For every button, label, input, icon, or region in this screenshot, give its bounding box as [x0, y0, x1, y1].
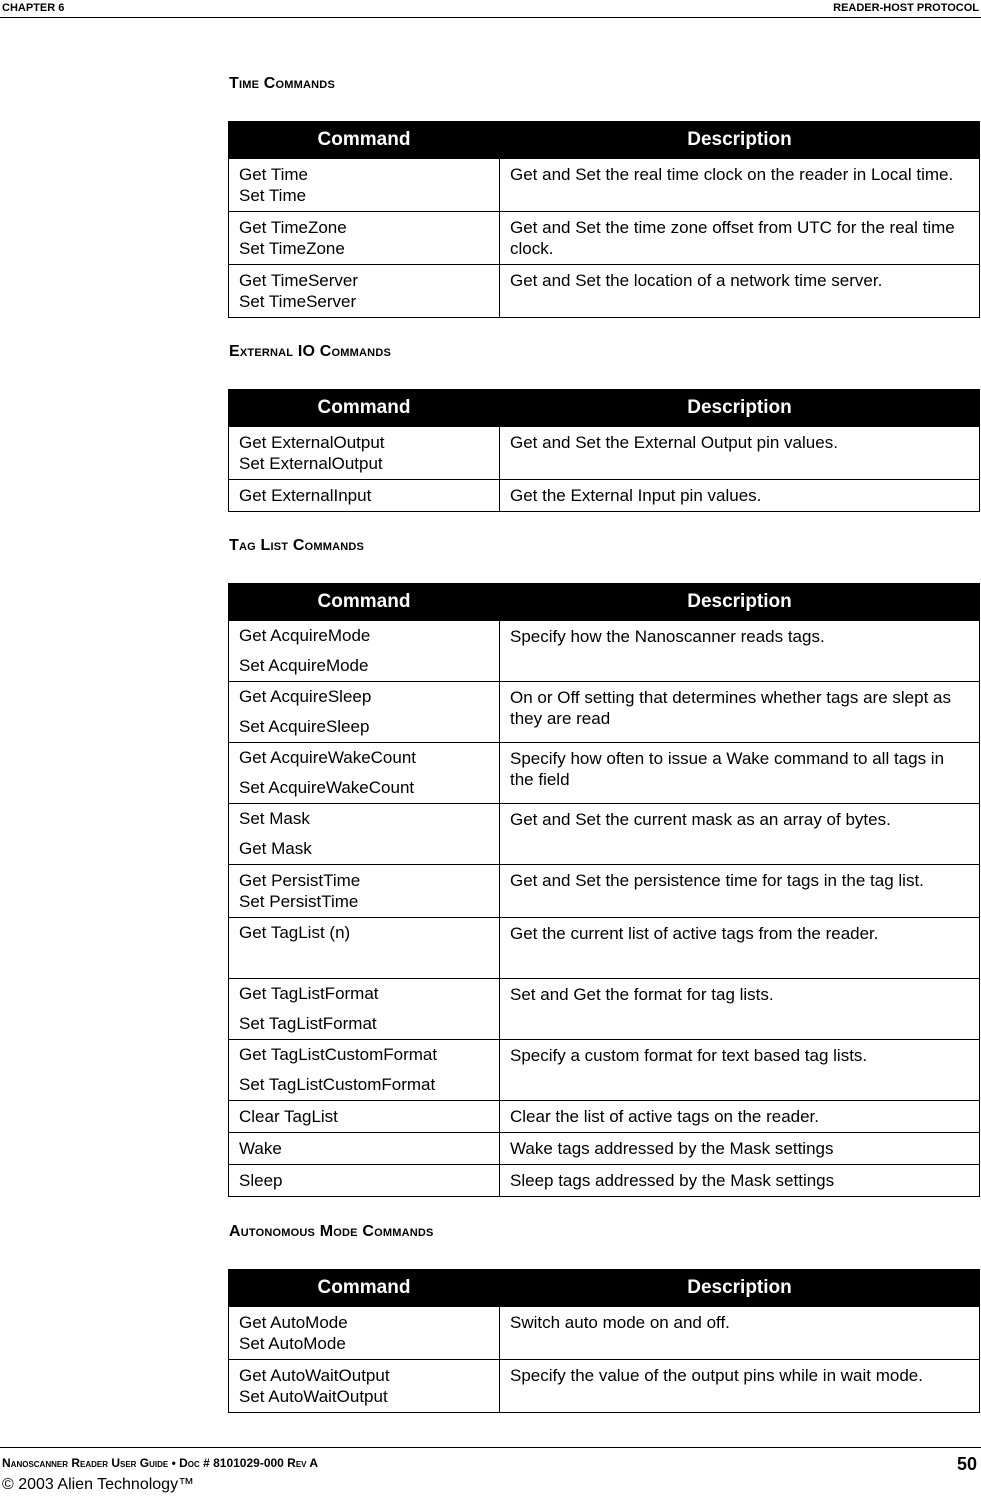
column-header-description: Description [500, 584, 980, 621]
column-header-command: Command [229, 1270, 500, 1307]
column-header-command: Command [229, 584, 500, 621]
command-name: Get PersistTime [239, 871, 361, 890]
column-header-description: Description [500, 1270, 980, 1307]
command-name: Get TimeServer [239, 271, 359, 290]
table-row [229, 621, 980, 682]
description-cell: Get the current list of active tags from the reader. [500, 918, 980, 979]
command-cell [229, 1307, 500, 1360]
description-cell: Get and Set the External Output pin values. [500, 427, 980, 480]
command-name: Set PersistTime [239, 892, 359, 911]
command-name: Clear TagList [239, 1107, 338, 1126]
command-cell [229, 265, 500, 318]
page-number: 50 [956, 1454, 977, 1474]
table-row [229, 1040, 980, 1101]
command-name: Get AcquireSleep [239, 687, 372, 706]
table-row [229, 979, 980, 1040]
command-name: Get AutoMode [239, 1313, 348, 1332]
page-header [0, 0, 981, 18]
section-title: Time Commands [229, 75, 335, 92]
description-cell: Clear the list of active tags on the reader. [500, 1101, 980, 1133]
command-name: Set AutoMode [239, 1334, 346, 1353]
command-name [239, 948, 489, 978]
command-name: Set Mask [239, 809, 310, 828]
command-name: Set AcquireMode [239, 656, 369, 675]
section-label: READER-HOST PROTOCOL [833, 2, 979, 14]
command-name: Set TimeZone [239, 239, 345, 258]
command-name: Get AutoWaitOutput [239, 1366, 390, 1385]
description-cell: Specify a custom format for text based tag lists. [500, 1040, 980, 1101]
table-row [229, 212, 980, 265]
command-cell [229, 918, 500, 979]
description-cell: Get and Set the location of a network time server. [500, 265, 980, 318]
column-header-command: Command [229, 390, 500, 427]
description-cell: Set and Get the format for tag lists. [500, 979, 980, 1040]
command-name: Get ExternalInput [239, 486, 372, 505]
description-cell: On or Off setting that determines whether tags are slept as they are read [500, 682, 980, 743]
description-cell: Specify the value of the output pins while in wait mode. [500, 1360, 980, 1413]
command-name: Get TagList (n) [239, 923, 351, 942]
command-name: Set ExternalOutput [239, 454, 383, 473]
column-header-command: Command [229, 122, 500, 159]
command-name: Get AcquireWakeCount [239, 748, 417, 767]
table-row [229, 682, 980, 743]
table-row [229, 159, 980, 212]
command-cell [229, 804, 500, 865]
description-cell: Get and Set the time zone offset from UTC for the real time clock. [500, 212, 980, 265]
command-cell [229, 1360, 500, 1413]
command-name: Set TagListFormat [239, 1014, 377, 1033]
command-name: Get TagListCustomFormat [239, 1045, 438, 1064]
command-cell [229, 427, 500, 480]
command-cell [229, 1040, 500, 1101]
section-title: Tag List Commands [229, 537, 365, 554]
table-row [229, 1307, 980, 1360]
description-cell: Specify how often to issue a Wake command to all tags in the field [500, 743, 980, 804]
description-cell: Get and Set the current mask as an array of bytes. [500, 804, 980, 865]
command-name: Set AutoWaitOutput [239, 1387, 388, 1406]
description-cell: Get and Set the persistence time for tags in the tag list. [500, 865, 980, 918]
chapter-label: CHAPTER 6 [2, 2, 65, 14]
command-cell [229, 1133, 500, 1165]
column-header-description: Description [500, 122, 980, 159]
command-name: Wake [239, 1139, 282, 1158]
command-name: Get Mask [239, 839, 312, 858]
command-name: Set TagListCustomFormat [239, 1075, 436, 1094]
section-title: Autonomous Mode Commands [229, 1223, 434, 1240]
command-table [228, 583, 980, 1197]
table-row [229, 804, 980, 865]
copyright: © 2003 Alien Technology™ [2, 1476, 195, 1493]
table-row [229, 265, 980, 318]
page-footer [0, 1447, 981, 1493]
command-name: Get AcquireMode [239, 626, 371, 645]
command-cell [229, 621, 500, 682]
command-cell [229, 865, 500, 918]
description-cell: Sleep tags addressed by the Mask settings [500, 1165, 980, 1197]
command-cell [229, 159, 500, 212]
table-row [229, 865, 980, 918]
command-name: Set AcquireWakeCount [239, 778, 415, 797]
command-name: Set AcquireSleep [239, 717, 370, 736]
command-table [228, 121, 980, 318]
description-cell: Wake tags addressed by the Mask settings [500, 1133, 980, 1165]
command-cell [229, 682, 500, 743]
command-cell [229, 743, 500, 804]
description-cell: Switch auto mode on and off. [500, 1307, 980, 1360]
command-table [228, 389, 980, 512]
section-title: External IO Commands [229, 343, 392, 360]
table-row [229, 1165, 980, 1197]
command-cell [229, 212, 500, 265]
table-row [229, 427, 980, 480]
command-cell [229, 979, 500, 1040]
command-cell [229, 480, 500, 512]
table-row [229, 743, 980, 804]
description-cell: Specify how the Nanoscanner reads tags. [500, 621, 980, 682]
column-header-description: Description [500, 390, 980, 427]
command-name: Get ExternalOutput [239, 433, 385, 452]
doc-reference: Nanoscanner Reader User Guide • Doc # 8101029-000 Rev A [2, 1456, 319, 1470]
command-cell [229, 1101, 500, 1133]
command-name: Get TagListFormat [239, 984, 379, 1003]
command-name: Get Time [239, 165, 308, 184]
table-row [229, 1101, 980, 1133]
command-name: Get TimeZone [239, 218, 347, 237]
command-cell [229, 1165, 500, 1197]
command-name: Set TimeServer [239, 292, 357, 311]
description-cell: Get and Set the real time clock on the reader in Local time. [500, 159, 980, 212]
command-table [228, 1269, 980, 1413]
command-name: Sleep [239, 1171, 283, 1190]
table-row [229, 480, 980, 512]
description-cell: Get the External Input pin values. [500, 480, 980, 512]
table-row [229, 918, 980, 979]
table-row [229, 1360, 980, 1413]
command-name: Set Time [239, 186, 307, 205]
table-row [229, 1133, 980, 1165]
